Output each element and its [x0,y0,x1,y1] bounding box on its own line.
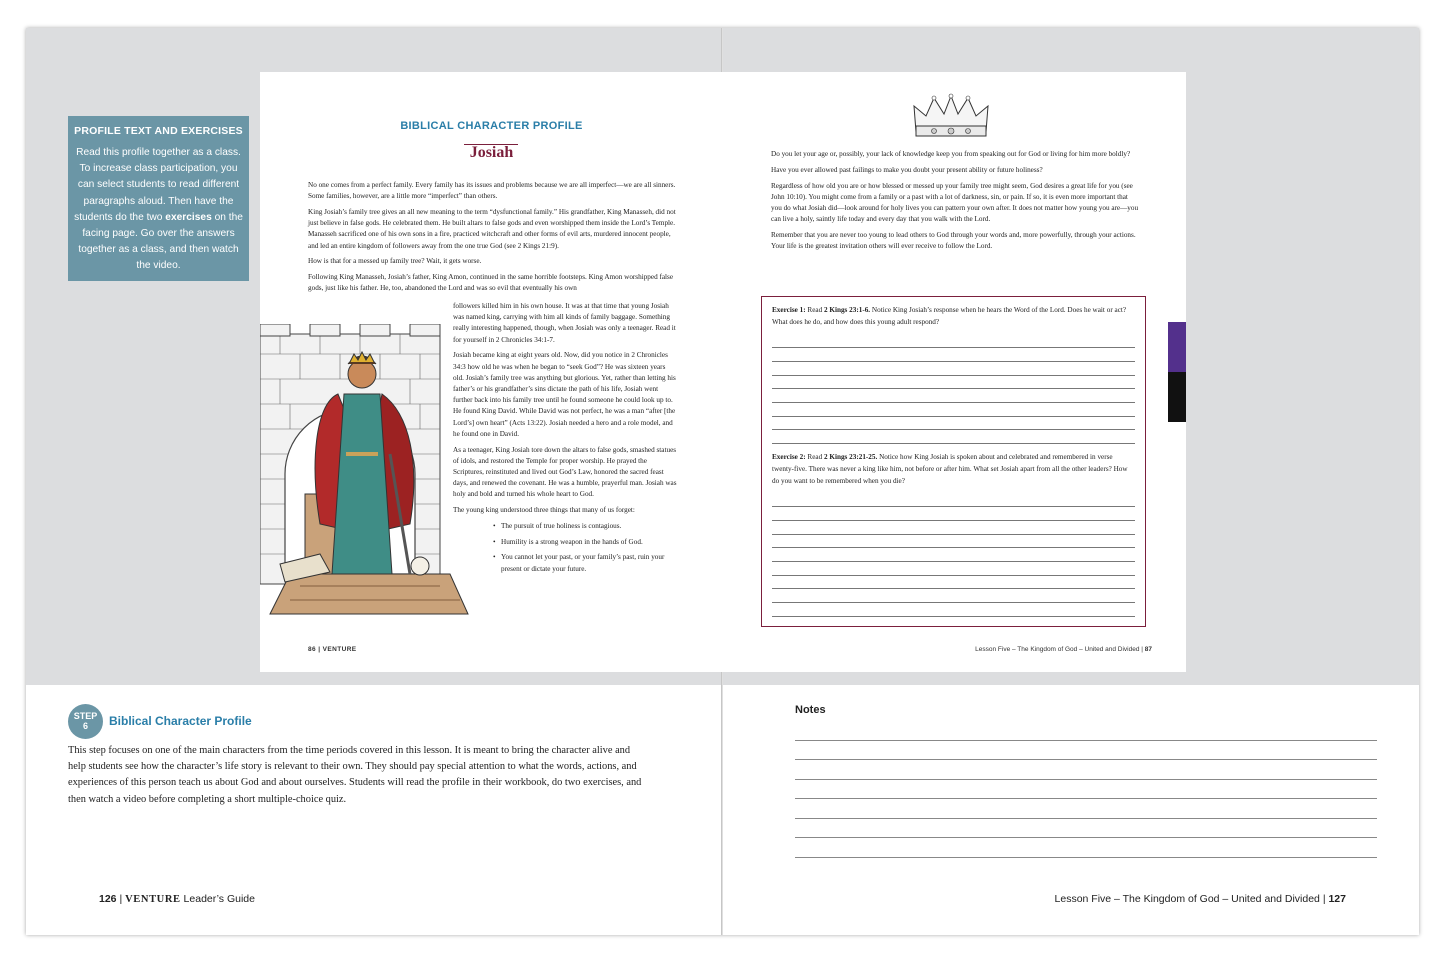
profile-paragraph: King Josiah’s family tree gives an all new meaning to the term “dysfunctional family.” His grandfather, King Manasseh, did not just believe in false gods. He celebrated them. He built altars to false gods and even worshipped them inside the Lord’s Temple. Manasseh sacrificed one of his own sons in a fire, practiced witchcraft and other forms of evil arts, murdered innocent people, and led an entire kingdom of followers away from the one true God (see 2 Kings 21:9). [308,208,676,250]
crown-illustration [910,92,992,140]
profile-section-title: BIBLICAL CHARACTER PROFILE [400,120,583,132]
exercises-box [761,296,1146,627]
notes-lines[interactable] [795,721,1377,858]
section-tab-black [1168,372,1186,422]
footer-left: 126 | VENTURE Leader’s Guide [99,893,255,905]
profile-paragraph: No one comes from a perfect family. Every family has its issues and problems because we are all imperfect—we are all sinners. Some families, however, are a little more “imperfect” than others. [308,181,676,201]
instructions-body: Read this profile together as a class. To increase class participation, you can select students to read different paragraphs aloud. Then have the students do the two exercises on the facing page. Go over the answers together as a class, and then watch the video. [74,147,243,272]
reflection-paragraph: Do you let your age or, possibly, your lack of knowledge keep you from speaking out for God or living for him more boldly? [771,150,1131,158]
list-item: • The pursuit of true holiness is contagious. [493,521,678,532]
brand-name: VENTURE [125,894,181,905]
workbook-page-87 [723,72,1186,672]
reflection-paragraph: Remember that you are never too young to lead others to God through your words and, more powerfully, through your actions. Your life is the greatest invitation others will ever receive to follow the Lord. [771,231,1136,251]
profile-paragraph: How is that for a messed up family tree? Wait, it gets worse. [308,257,482,266]
list-item: • Humility is a strong weapon in the hands of God. [493,537,678,548]
profile-paragraph: The young king understood three things that many of us forget: [453,506,635,515]
profile-paragraph: As a teenager, King Josiah tore down the altars to false gods, smashed statues of idols, and restored the Temple for proper worship. He prayed the Scriptures, reinstituted and lived out God’s Law, honored the sacred feast days, and renewed the covenant. He was a humble, prayerful man. Josiah was holy and bold and turned his whole heart to God. [453,445,677,499]
exercise-1-prompt: Exercise 1: Read 2 Kings 23:1-6. Notice King Josiah’s response when he hears the Word of the Lord. Does he wait or act? What does he do, and how does this young adult respond? [772,306,1127,326]
workbook-footer-right: Lesson Five – The Kingdom of God – United and Divided | 87 [975,646,1152,653]
reflection-text [771,149,1139,257]
reflection-paragraph: Have you ever allowed past failings to make you doubt your present ability or future holiness? [771,165,1043,174]
step-label: STEP [73,711,98,721]
workbook-page-86 [260,72,723,672]
exercise-2-answer-lines[interactable] [772,493,1135,616]
reflection-paragraph: Regardless of how old you are or how blessed or messed up your family tree might seem, God desires a great life for you (see John 10:10). You might come from a family or a past with a lot of darkness, sin, or pain. If so, it is even more important that you do what Josiah did—look around for holy lives you can pattern your own after. It does not matter how young you are—you can live a holy, saintly life today and every day that you walk with the Lord. [771,181,1139,224]
bullet-list [453,521,678,575]
profile-paragraph: Following King Manasseh, Josiah’s father, King Amon, continued in the same horrible footsteps. King Amon worshipped false gods, just like his father. He, too, abandoned the Lord and was so evil that eventually his own [308,273,674,293]
section-tab-purple [1168,322,1186,372]
profile-paragraph: followers killed him in his own house. It was at that time that young Josiah was named king, carrying with him all kinds of family baggage. Something really interesting happened, though, when Josiah was only a teenager. Read it for yourself in 2 Chronicles 34:1-7. [453,302,676,344]
exercise-2-prompt: Exercise 2: Read 2 Kings 23:21-25. Notice how King Josiah is spoken about and celebrated and remembered in verse twenty-five. There was never a king like him, not before or after him. What set Josiah apart from all the other leaders? How do you want to be remembered when you die? [772,453,1128,485]
step-title: Biblical Character Profile [109,714,252,728]
list-item: • You cannot let your past, or your family’s past, ruin your present or dictate your future. [493,552,678,574]
profile-text-side [453,301,678,579]
step-badge [68,704,103,739]
king-josiah-illustration [260,324,472,620]
page-number: 127 [1328,893,1346,905]
step-description: This step focuses on one of the main characters from the time periods covered in this lesson. It is meant to bring the character alive and help students see how the character’s life story is relevant to their own. They should pay special attention to what the words, actions, and experiences of this person teach us about God and about ourselves. Students will read the profile in their workbook, do two exercises, and then watch a video before completing a short multiple-choice quiz. [68,745,642,805]
profile-text-top [308,180,676,299]
profile-paragraph: Josiah became king at eight years old. Now, did you notice in 2 Chronicles 34:3 how old he was when he began to “seek God”? He was sixteen years old. Josiah’s family tree was anything but glorious. Yet, rather than letting his father’s or his grandfather’s sins dictate the path of his life, Josiah went further back into his family tree until he found someone he could look up to. He found King David. While David was not perfect, he was a man “after [the Lord’s] own heart” (Acts 13:22). Josiah needed a hero and a role model, and he found one in David. [453,351,676,438]
footer-right: Lesson Five – The Kingdom of God – United and Divided | 127 [1054,893,1346,905]
profile-instructions-box [68,116,249,281]
character-name: Josiah [469,144,514,161]
page-number: 126 [99,893,117,905]
workbook-footer-left: 86 | VENTURE [308,646,357,653]
step-number: 6 [82,721,88,731]
notes-title: Notes [795,704,826,716]
instructions-title: PROFILE TEXT AND EXERCISES [74,125,243,137]
exercise-1-answer-lines[interactable] [772,335,1135,445]
